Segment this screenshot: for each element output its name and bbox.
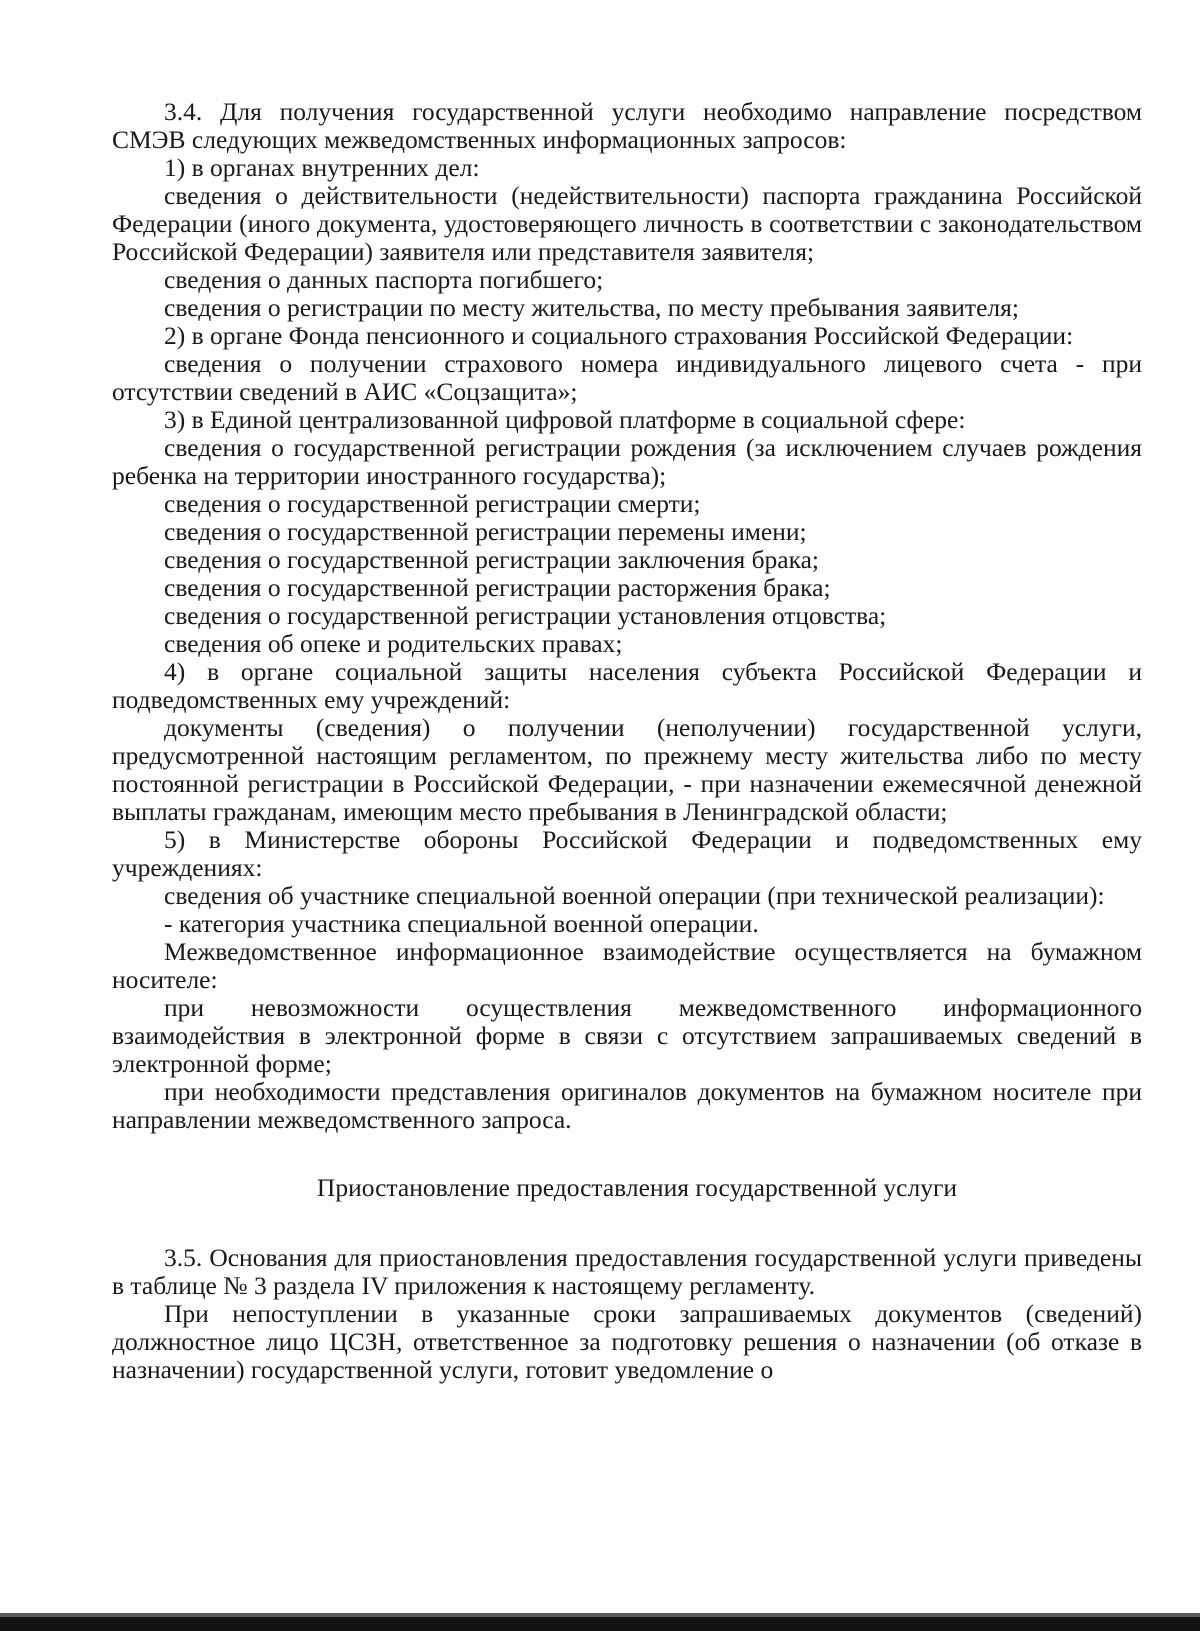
- list-item-5: 5) в Министерстве обороны Российской Федерации и подведомственных ему учреждениях:: [112, 825, 1142, 882]
- list-item-2: 2) в органе Фонда пенсионного и социального страхования Российской Федерации:: [164, 321, 1074, 350]
- paragraph: сведения о действительности (недействительности) паспорта гражданина Российской Федерации (иного документа, удостоверяющего личность в соответствии с законодательством Российской Федерации) заявителя или представителя заявителя;: [112, 181, 1142, 266]
- spacer: [112, 1134, 1142, 1174]
- paragraph: сведения о получении страхового номера индивидуального лицевого счета - при отсутствии сведений в АИС «Соцзащита»;: [112, 349, 1142, 406]
- document-body: [112, 98, 1142, 1384]
- paragraph: сведения о государственной регистрации смерти;: [164, 489, 701, 518]
- paragraph: При непоступлении в указанные сроки запрашиваемых документов (сведений) должностное лицо ЦСЗН, ответственное за подготовку решения о назначении (об отказе в назначении) государственной услуги, готовит уведомление о: [112, 1299, 1142, 1384]
- paragraph: сведения о государственной регистрации расторжения брака;: [164, 573, 831, 602]
- paragraph-3-5: 3.5. Основания для приостановления предоставления государственной услуги приведены в таблице № 3 раздела IV приложения к настоящему регламенту.: [112, 1243, 1142, 1300]
- paragraph: сведения о государственной регистрации заключения брака;: [164, 545, 820, 574]
- scan-edge: [0, 1617, 1200, 1631]
- section-heading: Приостановление предоставления государственной услуги: [316, 1173, 958, 1202]
- paragraph: сведения об опеке и родительских правах;: [164, 629, 623, 658]
- paragraph: сведения о государственной регистрации перемены имени;: [164, 517, 807, 546]
- paragraph: Межведомственное информационное взаимодействие осуществляется на бумажном носителе:: [112, 937, 1142, 994]
- list-item-1: 1) в органах внутренних дел:: [164, 153, 480, 182]
- paragraph: сведения об участнике специальной военной операции (при технической реализации):: [164, 881, 1105, 910]
- paragraph: сведения о государственной регистрации рождения (за исключением случаев рождения ребенка на территории иностранного государства);: [112, 433, 1142, 490]
- paragraph: - категория участника специальной военной операции.: [164, 909, 759, 938]
- paragraph: документы (сведения) о получении (неполучении) государственной услуги, предусмотренной настоящим регламентом, по прежнему месту жительства либо по месту постоянной регистрации в Российской Федерации, - при назначении ежемесячной денежной выплаты гражданам, имеющим место пребывания в Ленинградской области;: [112, 713, 1142, 826]
- paragraph-3-4: 3.4. Для получения государственной услуги необходимо направление посредством СМЭВ следующих межведомственных информационных запросов:: [112, 97, 1142, 154]
- paragraph: сведения о государственной регистрации установления отцовства;: [164, 601, 887, 630]
- paragraph: при невозможности осуществления межведомственного информационного взаимодействия в электронной форме в связи с отсутствием запрашиваемых сведений в электронной форме;: [112, 993, 1142, 1078]
- list-item-3: 3) в Единой централизованной цифровой платформе в социальной сфере:: [164, 405, 966, 434]
- paragraph: при необходимости представления оригиналов документов на бумажном носителе при направлении межведомственного запроса.: [112, 1077, 1142, 1134]
- paragraph: сведения о данных паспорта погибшего;: [164, 265, 604, 294]
- paragraph: сведения о регистрации по месту жительства, по месту пребывания заявителя;: [164, 293, 1019, 322]
- spacer: [112, 1202, 1142, 1244]
- list-item-4: 4) в органе социальной защиты населения субъекта Российской Федерации и подведомственных ему учреждений:: [112, 657, 1142, 714]
